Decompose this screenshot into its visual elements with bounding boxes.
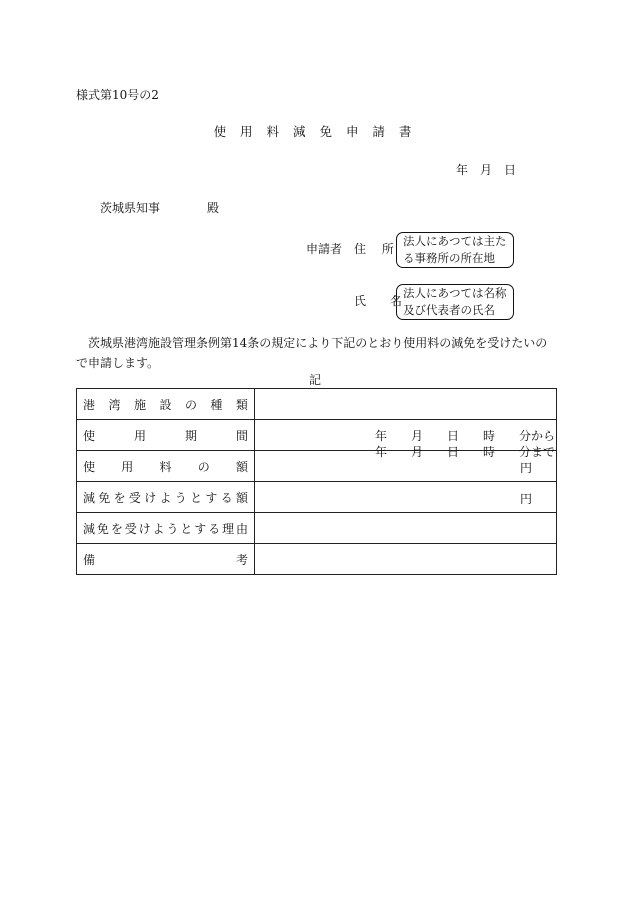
label-char: 減: [83, 490, 96, 505]
table-row: [77, 451, 557, 482]
detail-table: [76, 388, 557, 575]
label-char: と: [190, 490, 203, 505]
label-char: る: [220, 490, 233, 505]
label-char: 用: [121, 459, 134, 474]
label-char: け: [138, 521, 151, 536]
label-char: 港: [83, 397, 96, 412]
addressee: [100, 199, 220, 216]
fee-amount-label: [83, 458, 248, 475]
label-char: 使: [83, 428, 96, 443]
label-char: 期: [184, 428, 197, 443]
label-char: 免: [98, 490, 111, 505]
name-label: 氏 名: [354, 294, 412, 308]
label-char: の: [197, 459, 210, 474]
table-row: [77, 482, 557, 513]
label-char: 由: [235, 521, 248, 536]
document-title: 使 用 料 減 免 申 請 書: [213, 124, 417, 139]
label-char: う: [166, 521, 179, 536]
label-char: 種: [210, 397, 223, 412]
period-to: 年 月 日 時 分まで: [375, 445, 556, 459]
label-char: 減: [83, 521, 96, 536]
addressee-name: 茨城県知事: [100, 201, 161, 215]
facility-type-label: [83, 396, 248, 413]
label-char: 額: [235, 459, 248, 474]
label-char: 理: [222, 521, 235, 536]
label-char: 受: [124, 521, 137, 536]
label-char: よ: [159, 490, 172, 505]
label-char: 額: [235, 490, 248, 505]
period-field[interactable]: [255, 420, 557, 459]
row-label: [77, 389, 255, 420]
form-number: 様式第10号の2: [76, 88, 159, 102]
label-char: す: [205, 490, 218, 505]
row-label: [77, 482, 255, 513]
fee-amount-field[interactable]: [255, 451, 557, 482]
body-text: 茨城県港湾施設管理条例第14条の規定により下記のとおり使用料の減免を受けたいので申請します。: [76, 336, 548, 370]
label-char: と: [180, 521, 193, 536]
addressee-honorific: 殿: [207, 201, 220, 215]
address-label: 住 所: [354, 242, 400, 256]
address-note-line: る事務所の所在地: [403, 251, 495, 265]
label-char: す: [194, 521, 207, 536]
address-note-line: 法人にあつては主た: [403, 234, 507, 248]
label-char: 免: [96, 521, 109, 536]
label-char: 間: [235, 428, 248, 443]
label-char: よ: [152, 521, 165, 536]
period-label: [83, 427, 248, 444]
row-label: [77, 513, 255, 544]
remarks-field[interactable]: [255, 544, 557, 575]
label-char: け: [144, 490, 157, 505]
reduction-reason-field[interactable]: [255, 513, 557, 544]
reduction-reason-label: [83, 520, 248, 537]
row-label: [77, 420, 255, 451]
yen-unit: 円: [519, 492, 532, 506]
table-row: [77, 513, 557, 544]
reduction-amount-field[interactable]: [255, 482, 557, 513]
label-char: を: [113, 490, 126, 505]
address-note: [396, 232, 514, 268]
period-from: 年 月 日 時 分から: [375, 429, 556, 443]
table-row: [77, 389, 557, 420]
name-note-line: 法人にあつては名称: [403, 286, 507, 300]
label-char: 施: [133, 397, 146, 412]
label-char: 用: [133, 428, 146, 443]
reduction-amount-label: [83, 489, 248, 506]
applicant-label: 申請者: [306, 242, 343, 256]
yen-unit: 円: [519, 461, 532, 475]
table-row: [77, 420, 557, 451]
label-char: る: [208, 521, 221, 536]
label-char: 考: [235, 552, 248, 567]
label-char: を: [110, 521, 123, 536]
label-char: 料: [159, 459, 172, 474]
row-label: [77, 451, 255, 482]
remarks-label: [83, 551, 248, 568]
label-char: う: [174, 490, 187, 505]
label-char: 湾: [108, 397, 121, 412]
table-row: [77, 544, 557, 575]
name-note: [396, 284, 514, 320]
ki-heading: 記: [308, 373, 321, 387]
label-char: 類: [235, 397, 248, 412]
label-char: の: [184, 397, 197, 412]
name-note-line: 及び代表者の氏名: [403, 303, 495, 317]
facility-type-field[interactable]: [255, 389, 557, 420]
row-label: [77, 544, 255, 575]
label-char: 受: [128, 490, 141, 505]
label-char: 備: [83, 552, 96, 567]
date-line: 年 月 日: [456, 163, 517, 177]
label-char: 使: [83, 459, 96, 474]
label-char: 設: [159, 397, 172, 412]
